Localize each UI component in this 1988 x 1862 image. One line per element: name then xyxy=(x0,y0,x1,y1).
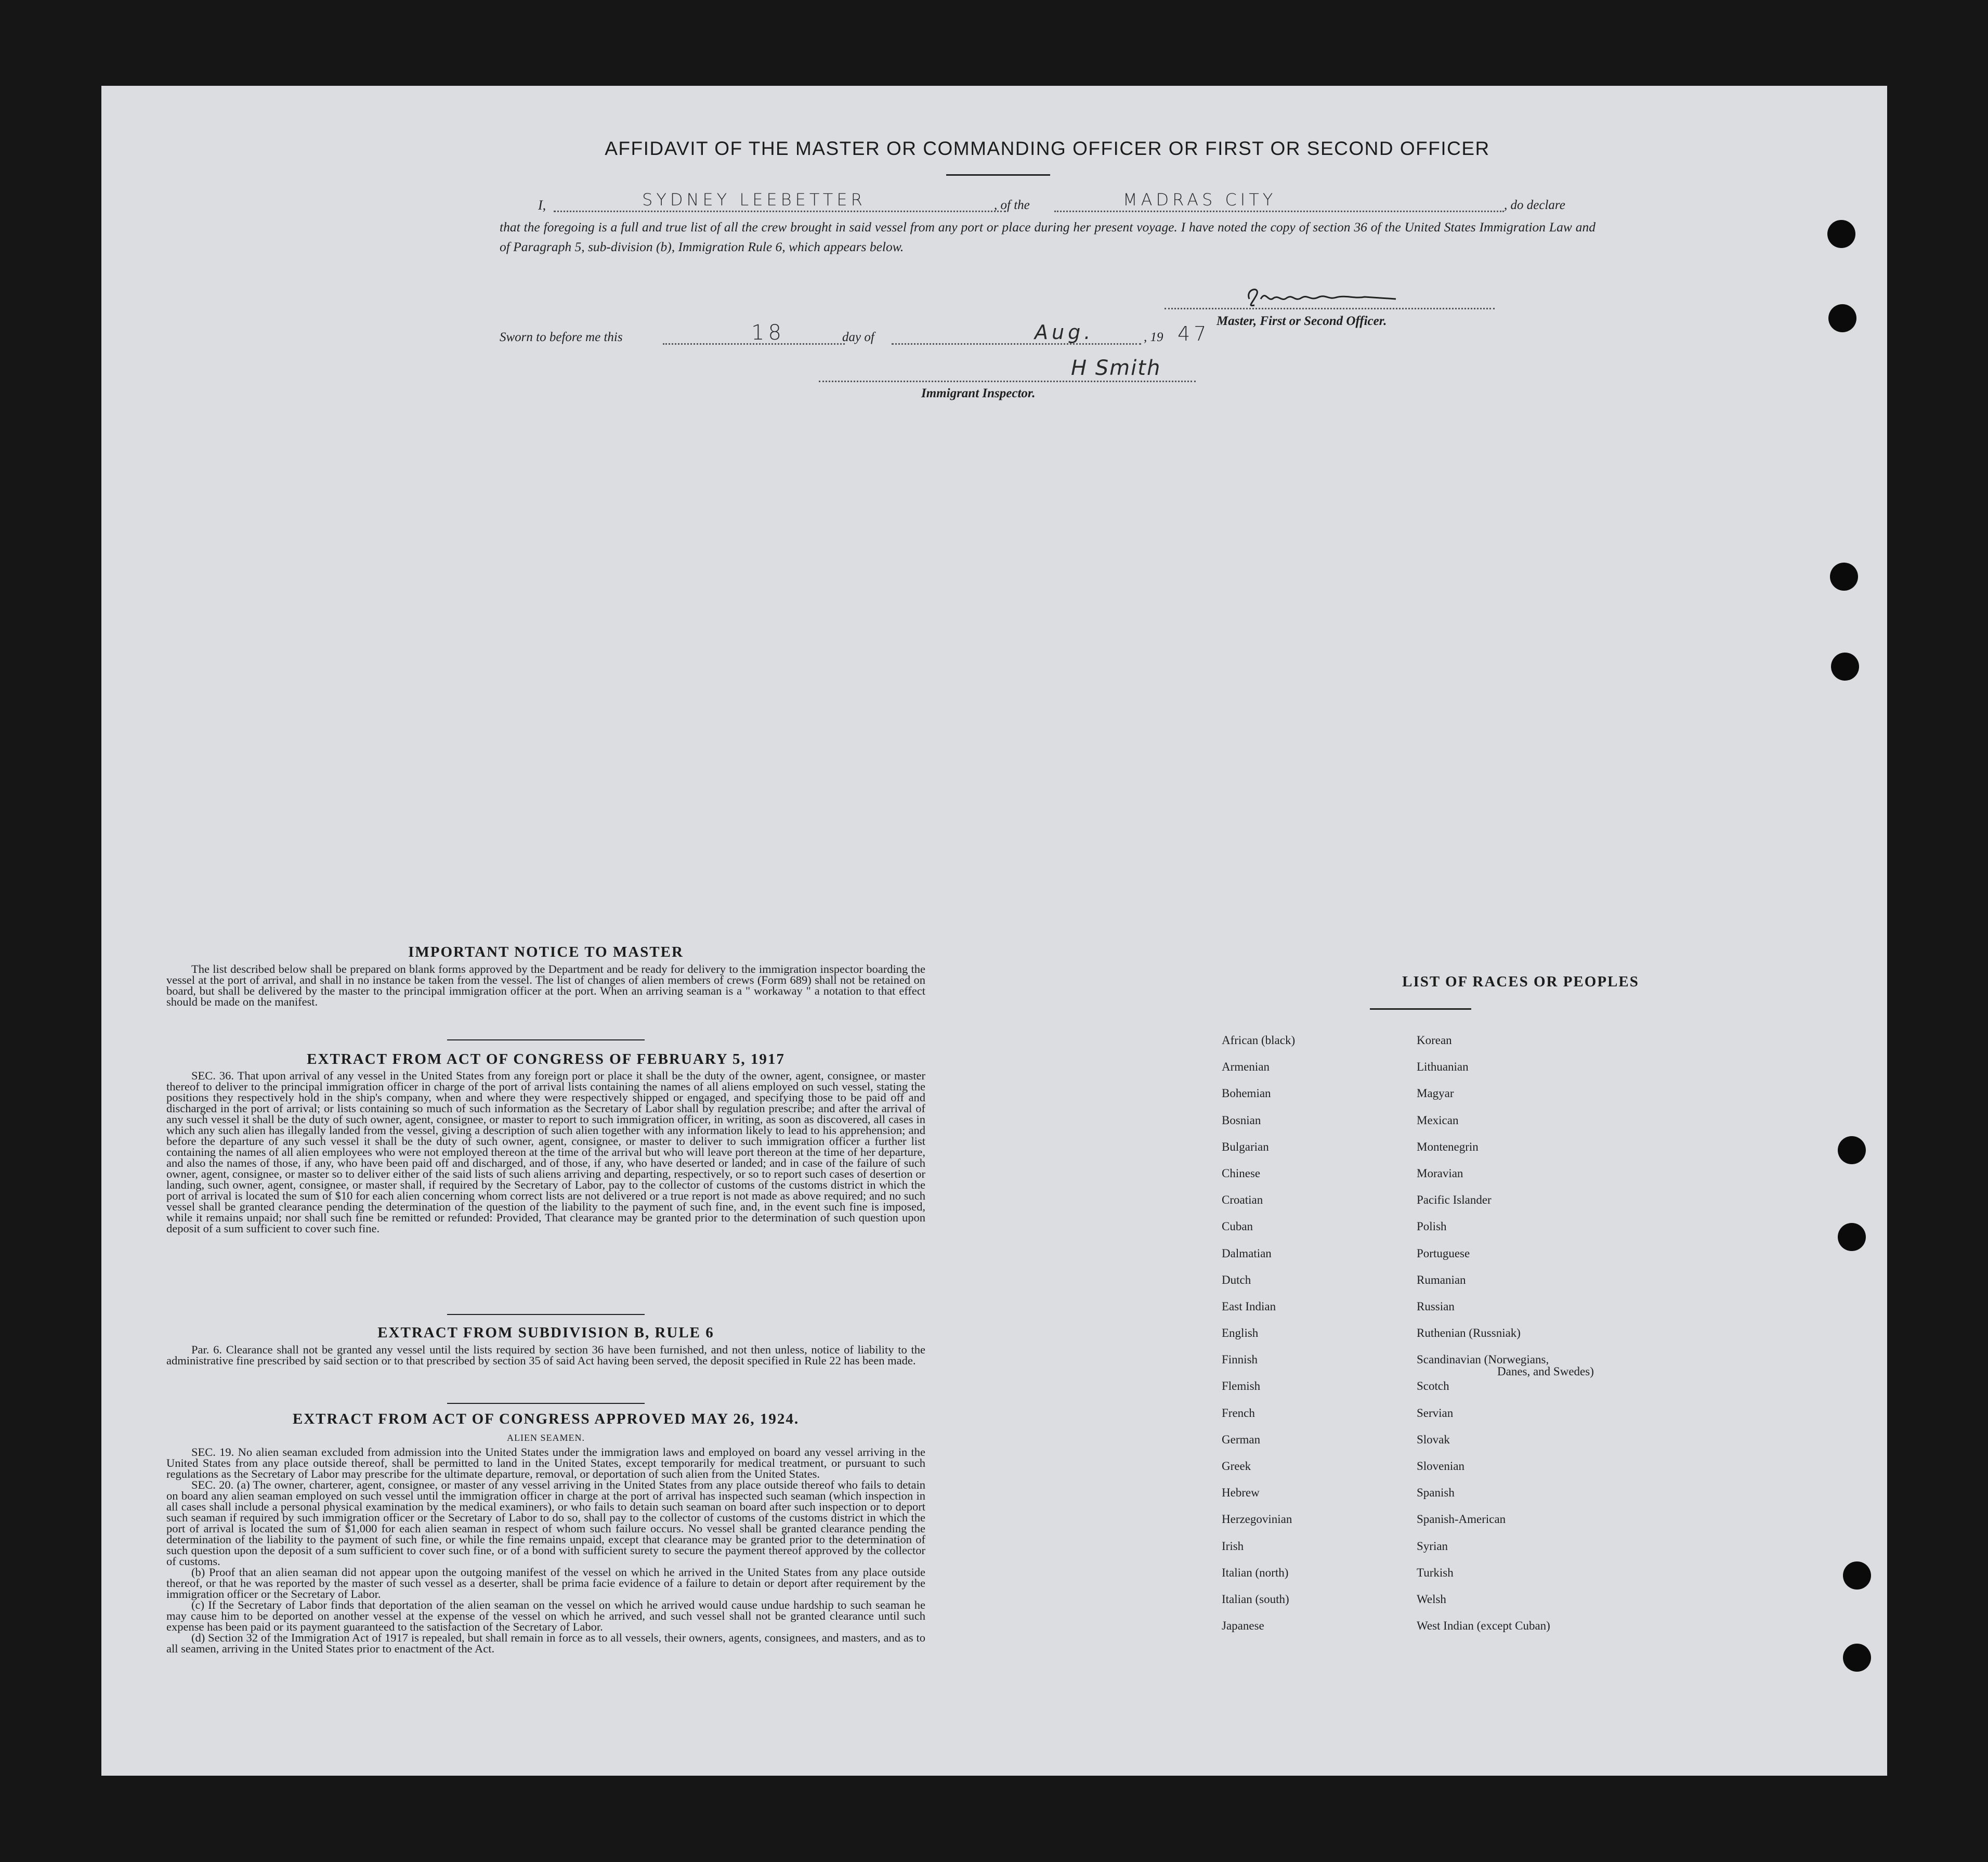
race-item: Herzegovinian xyxy=(1222,1513,1292,1526)
race-item: Portuguese xyxy=(1417,1246,1470,1260)
race-item: German xyxy=(1222,1433,1261,1446)
races-left-column xyxy=(1222,1034,1295,1646)
affidavit-body: that the foregoing is a full and true list of all the crew brought in said vessel from any port or place during her present voyage. I have noted the copy of section 36 of the United States Immigration Law and of Paragraph 5, sub-division (b), Immigration Rule 6, which appears below. xyxy=(500,219,1595,254)
race-item: English xyxy=(1222,1326,1259,1340)
race-item: Bulgarian xyxy=(1222,1140,1269,1153)
race-item: Russian xyxy=(1417,1299,1455,1313)
sworn-month: Aug. xyxy=(1035,321,1094,344)
race-item: Flemish xyxy=(1222,1379,1261,1393)
document-page xyxy=(101,86,1887,1776)
race-item: Irish xyxy=(1222,1539,1244,1553)
race-item: Hebrew xyxy=(1222,1486,1260,1500)
name-line xyxy=(554,211,1006,212)
race-item: French xyxy=(1222,1406,1255,1420)
race-item: Japanese xyxy=(1222,1619,1264,1633)
notice-text: The list described below shall be prepared on blank forms approved by the Department and be ready for delivery to the immigration inspector boarding the vessel at the port of arrival, and shall in no instance be taken from the vessel. The list of changes of alien members of crews (Form 689) shall not be retained on board, but shall be delivered by the master to the principal immigration officer at the port. When an arriving seaman is a " workaway " a notation to that effect should be made on the manifest. xyxy=(166,962,925,1008)
races-heading: LIST OF RACES OR PEOPLES xyxy=(1402,973,1639,990)
race-item: Armenian xyxy=(1222,1060,1270,1074)
races-right-column xyxy=(1417,1034,1594,1646)
binder-hole xyxy=(1843,1644,1871,1672)
binder-hole xyxy=(1828,304,1856,332)
race-item: Servian xyxy=(1417,1406,1454,1420)
master-name: SYDNEY LEEBETTER xyxy=(642,190,866,210)
inspector-line xyxy=(819,381,1196,382)
sec20a-paragraph: SEC. 20. (a) The owner, charterer, agent, consignee, or master of any vessel arriving in the United States from any place outside thereof who fails to detain on board any alien seaman employed on such vessel until the immigration officer in charge at the port of arrival has inspected such seaman (which inspection in all cases shall include a personal physical examination by the medical examiners), or who fails to detain such seaman on board after such inspection or to deport such seaman if required by such immigration officer or the Secretary of Labor to do so, shall pay to the collector of customs of the customs district in which the port of arrival is located the sum of $1,000 for each alien seaman in respect of whom such failure occurs. No vessel shall be granted clearance pending the determination of the liability to the payment of such fine, or while the fine remains unpaid, except that clearance may be granted prior to the determination of such question upon the deposit of a sum sufficient to cover such fine, or of a bond with sufficient surety to secure the payment thereof approved by the collector of customs. xyxy=(166,1478,925,1568)
race-item: Welsh xyxy=(1417,1592,1446,1606)
race-item: Slovenian xyxy=(1417,1460,1464,1473)
race-item: Syrian xyxy=(1417,1539,1448,1553)
notice-heading: IMPORTANT NOTICE TO MASTER xyxy=(408,944,684,960)
race-item: West Indian (except Cuban) xyxy=(1417,1619,1550,1633)
signer-caption: Master, First or Second Officer. xyxy=(1217,314,1387,328)
race-item: Bosnian xyxy=(1222,1113,1261,1127)
race-item: Turkish xyxy=(1417,1566,1454,1579)
race-item: Ruthenian (Russniak) xyxy=(1417,1326,1521,1340)
sec20b-paragraph: (b) Proof that an alien seaman did not appear upon the outgoing manifest of the vessel on which he arrived in the United States from any place outside thereof, or that he was reported by the master of such vessel as a deserter, shall be prima facie evidence of a failure to detain or deport after requirement by the immigration officer or the Secretary of Labor. xyxy=(166,1566,925,1600)
day-of-label: day of xyxy=(842,330,874,344)
race-item: Montenegrin xyxy=(1417,1140,1479,1153)
extract-1924-heading: EXTRACT FROM ACT OF CONGRESS APPROVED MAY 26, 1924. xyxy=(292,1411,800,1427)
race-item: Finnish xyxy=(1222,1353,1258,1366)
vessel-name: MADRAS CITY xyxy=(1123,190,1277,210)
race-item: Dalmatian xyxy=(1222,1246,1272,1260)
vessel-line xyxy=(1054,211,1504,212)
race-item: Rumanian xyxy=(1417,1273,1466,1286)
race-item: Italian (north) xyxy=(1222,1566,1289,1579)
inspector-signature: H Smith xyxy=(1071,356,1161,380)
binder-hole xyxy=(1843,1561,1871,1590)
sec20d-paragraph: (d) Section 32 of the Immigration Act of 1917 is repealed, but shall remain in force as to all vessels, their owners, agents, consignees, and masters, and as to all seamen, arriving in the United States prior to enactment of the Act. xyxy=(166,1631,925,1655)
race-item: Magyar xyxy=(1417,1087,1454,1100)
race-item: Bohemian xyxy=(1222,1087,1271,1100)
race-item: Croatian xyxy=(1222,1193,1263,1207)
race-item: African (black) xyxy=(1222,1034,1296,1047)
race-item: Lithuanian xyxy=(1417,1060,1469,1074)
master-signature xyxy=(1245,283,1401,312)
extract-1917-heading: EXTRACT FROM ACT OF CONGRESS OF FEBRUARY 5, 1917 xyxy=(307,1051,785,1067)
race-item: Spanish xyxy=(1417,1486,1455,1500)
race-item: Greek xyxy=(1222,1460,1251,1473)
alien-seamen-subheading: ALIEN SEAMEN. xyxy=(507,1433,585,1443)
race-item: Cuban xyxy=(1222,1220,1253,1233)
race-item: Slovak xyxy=(1417,1433,1450,1446)
race-item: Spanish-American xyxy=(1417,1513,1506,1526)
binder-hole xyxy=(1831,653,1859,681)
race-item: East Indian xyxy=(1222,1299,1276,1313)
race-item: Moravian xyxy=(1417,1166,1463,1180)
notice-rule xyxy=(447,1039,645,1040)
races-rule xyxy=(1370,1008,1471,1010)
race-item-scandinavian: Scandinavian (Norwegians, xyxy=(1417,1353,1549,1366)
race-item: Italian (south) xyxy=(1222,1592,1289,1606)
rule6-text: Par. 6. Clearance shall not be granted any vessel until the lists required by section 36 have been furnished, and not then unless, notice of liability to the administrative fine prescribed by said section or to that prescribed by section 35 of said Act having been served, the deposit specified in Rule 22 has been made. xyxy=(166,1343,925,1367)
year-prefix: , 19 xyxy=(1144,330,1163,344)
race-item: Polish xyxy=(1417,1220,1447,1233)
inspector-caption: Immigrant Inspector. xyxy=(921,386,1036,400)
rule6-rule xyxy=(447,1403,645,1404)
do-declare-label: , do declare xyxy=(1504,198,1565,212)
race-item: Pacific Islander xyxy=(1417,1193,1492,1207)
race-item: Scotch xyxy=(1417,1379,1449,1393)
sworn-label: Sworn to before me this xyxy=(500,330,623,344)
binder-hole xyxy=(1827,220,1855,248)
sworn-day: 18 xyxy=(751,321,785,345)
sec20c-paragraph: (c) If the Secretary of Labor finds that deportation of the alien seaman on the vessel on which he arrived would cause undue hardship to such seaman he may cause him to be deported on another vessel at the expense of the vessel on which he arrived, and such vessel shall not be granted clearance until such expense has been paid or its payment guaranteed to the satisfaction of the Secretary of Labor. xyxy=(166,1598,925,1633)
binder-hole xyxy=(1830,563,1858,591)
month-line xyxy=(892,343,1141,345)
sec19-paragraph: SEC. 19. No alien seaman excluded from admission into the United States under the immigration laws and employed on board any vessel arriving in the United States from any place outside thereof, shall be permitted to land in the United States, except temporarily for medical treatment, or pursuant to such regulations as the Secretary of Labor may prescribe for the ultimate departure, removal, or deportation of such alien from the United States. xyxy=(166,1446,925,1480)
race-item: Dutch xyxy=(1222,1273,1251,1286)
binder-hole xyxy=(1838,1223,1866,1251)
of-the-label: , of the xyxy=(994,198,1030,212)
sworn-year: 47 xyxy=(1178,322,1210,345)
rule6-heading: EXTRACT FROM SUBDIVISION B, RULE 6 xyxy=(377,1324,714,1341)
race-item: Mexican xyxy=(1417,1113,1459,1127)
race-item xyxy=(1417,1353,1594,1379)
binder-hole xyxy=(1838,1136,1866,1164)
extract-1917-text: SEC. 36. That upon arrival of any vessel in the United States from any foreign port or place it shall be the duty of the owner, agent, consignee, or master thereof to deliver to the principal immigration officer in charge of the port of arrival lists containing the names of all aliens employed on such vessel, stating the positions they respectively hold in the ship's company, when and where they were respectively shipped or engaged, and specifying those to be paid off and discharged in the port of arrival; or lists containing so much of such information as the Secretary of Labor shall by regulation prescribe; and after the arrival of any such vessel it shall be the duty of such owner, agent, consignee, or master to report to such immigration officer, in writing, as soon as discovered, all cases in which any such alien has illegally landed from the vessel, giving a description of such alien together with any information likely to lead to his apprehension; and before the departure of any such vessel it shall be the duty of such owner, agent, consignee, or master to deliver to such immigration officer a further list containing the names of all alien employees who were not employed thereon at the time of the arrival but who will leave port thereon at the time of her departure, and also the names of those, if any, who have been paid off and discharged, and of those, if any, who have deserted or landed; and in case of the failure of such owner, agent, consignee, or master so to deliver either of the said lists of such aliens arriving and departing, respectively, or so to report such cases of desertion or landing, such owner, agent, consignee, or master shall, if required by the Secretary of Labor, pay to the collector of customs of the customs district in which the port of arrival is located the sum of $10 for each alien concerning whom correct lists are not delivered or a true report is not made as above required; and no such vessel shall be granted clearance pending the determination of the question of the liability to the payment of such fine, and, in the event such fine is imposed, while it remains unpaid; nor shall such fine be remitted or refunded: Provided, That clearance may be granted prior to the determination of such question upon deposit of a sum sufficient to cover such fine. xyxy=(166,1069,925,1235)
race-item-scandinavian-cont: Danes, and Swedes) xyxy=(1497,1365,1594,1378)
declarant-prefix: I, xyxy=(538,198,546,213)
extract-1924-body xyxy=(166,1447,925,1654)
race-item: Korean xyxy=(1417,1034,1452,1047)
extract-1917-rule xyxy=(447,1314,645,1315)
title-rule xyxy=(946,174,1050,176)
affidavit-title: AFFIDAVIT OF THE MASTER OR COMMANDING OFFICER OR FIRST OR SECOND OFFICER xyxy=(605,138,1490,159)
race-item: Chinese xyxy=(1222,1166,1261,1180)
